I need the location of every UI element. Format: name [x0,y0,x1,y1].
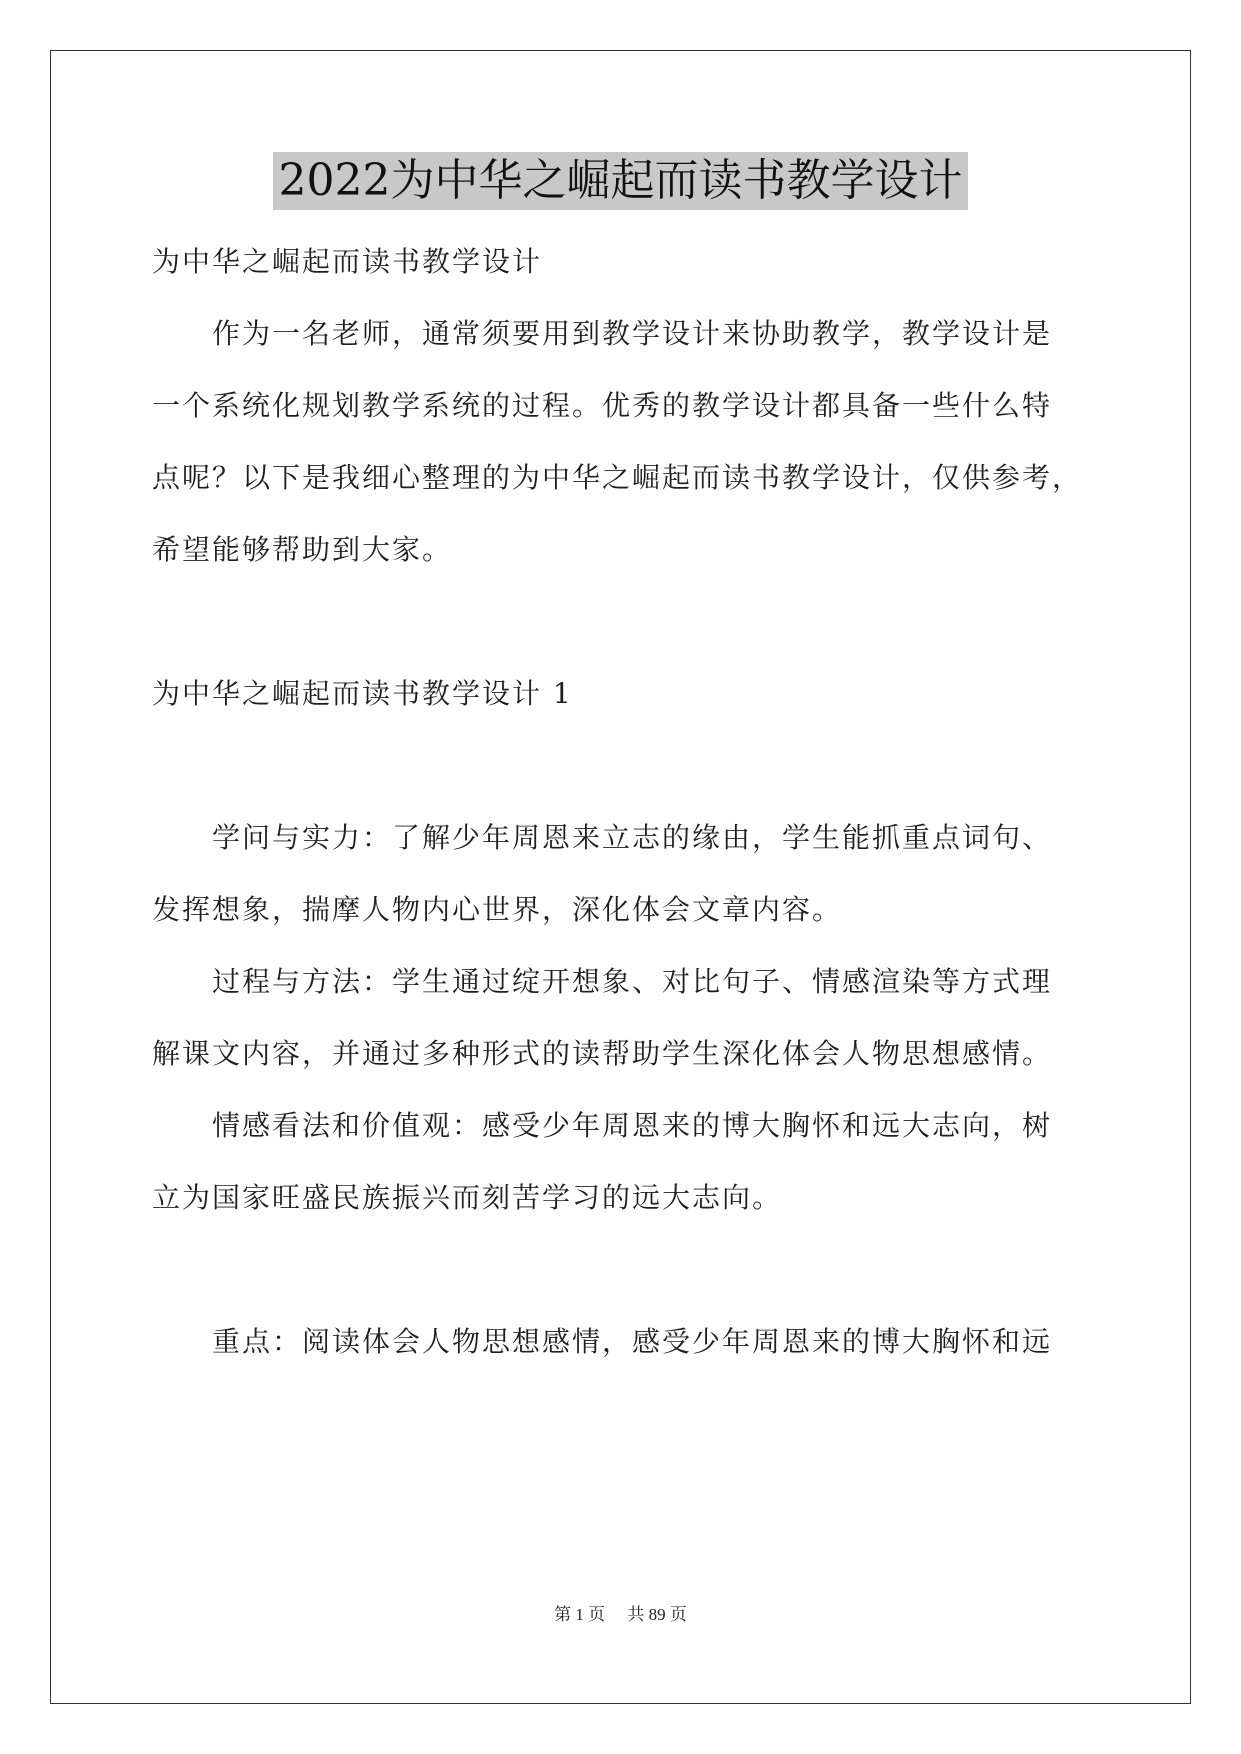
body-line-3: 过程与方法：学生通过绽开想象、对比句子、情感渲染等方式理 [212,965,1053,998]
body-line-4: 解课文内容，并通过多种形式的读帮助学生深化体会人物思想感情。 [152,1037,1053,1070]
body-line-7: 重点：阅读体会人物思想感情，感受少年周恩来的博大胸怀和远 [212,1325,1053,1358]
body-line-5: 情感看法和价值观：感受少年周恩来的博大胸怀和远大志向，树 [212,1109,1053,1142]
page-border [50,50,1191,1704]
page-number: 第 1 页 [554,1605,606,1624]
title-wrap [0,152,1241,210]
body-line-2: 发挥想象，揣摩人物内心世界，深化体会文章内容。 [152,893,843,926]
section-heading: 为中华之崛起而读书教学设计 1 [152,677,573,710]
intro-line-2: 一个系统化规划教学系统的过程。优秀的教学设计都具备一些什么特 [152,389,1053,422]
document-title: 2022为中华之崛起而读书教学设计 [273,152,969,210]
page-footer [0,1600,1241,1625]
body-line-6: 立为国家旺盛民族振兴而刻苦学习的远大志向。 [152,1181,783,1214]
intro-line-3: 点呢？以下是我细心整理的为中华之崛起而读书教学设计，仅供参考， [152,461,1083,494]
page-total: 共 89 页 [627,1605,687,1624]
document-subtitle: 为中华之崛起而读书教学设计 [152,245,543,278]
body-line-1: 学问与实力：了解少年周恩来立志的缘由，学生能抓重点词句、 [212,821,1053,854]
intro-line-1: 作为一名老师，通常须要用到教学设计来协助教学，教学设计是 [212,317,1053,350]
intro-line-4: 希望能够帮助到大家。 [152,533,453,566]
